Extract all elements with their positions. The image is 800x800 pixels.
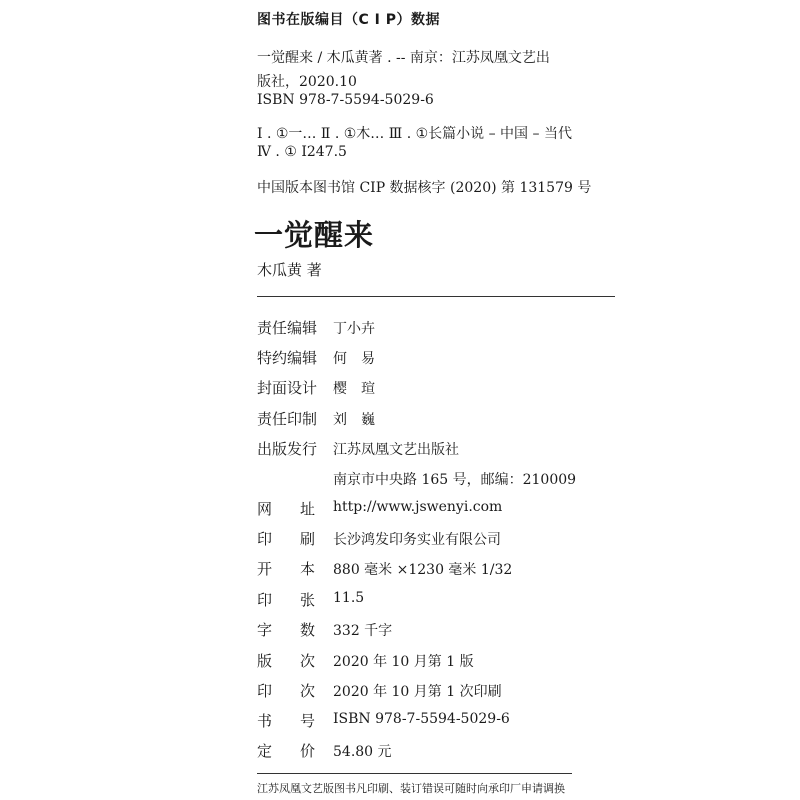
spec-value-word-count: 332 千字 <box>333 623 393 639</box>
book-author: 木瓜黄 著 <box>257 261 322 279</box>
footer-divider <box>257 773 572 774</box>
spec-label-word-count: 字 数 <box>257 621 315 639</box>
credit-label-special-editor: 特约编辑 <box>257 349 318 367</box>
spec-label-price: 定 价 <box>257 742 315 760</box>
credit-label-publisher: 出版发行 <box>257 440 318 458</box>
spec-label-isbn: 书 号 <box>257 712 315 730</box>
spec-label-sheets: 印 张 <box>257 591 315 609</box>
cip-classification-line: Ⅳ . ① I247.5 <box>257 144 347 160</box>
spec-value-format: 880 毫米 ×1230 毫米 1/32 <box>333 562 513 578</box>
credit-label-cover-design: 封面设计 <box>257 379 318 397</box>
credit-value-cover-design: 樱 瑄 <box>333 381 375 397</box>
credit-value-editor: 丁小卉 <box>333 321 375 337</box>
spec-value-isbn: ISBN 978-7-5594-5029-6 <box>333 711 510 727</box>
spec-value-printer: 长沙鸿发印务实业有限公司 <box>333 532 501 548</box>
book-title: 一觉醒来 <box>254 218 375 252</box>
spec-value-price: 54.80 元 <box>333 744 392 760</box>
spec-label-edition: 版 次 <box>257 652 315 670</box>
spec-value-edition: 2020 年 10 月第 1 版 <box>333 654 474 670</box>
credit-value-print-manager: 刘 巍 <box>333 412 375 428</box>
credit-value-special-editor: 何 易 <box>333 351 375 367</box>
spec-label-website: 网 址 <box>257 500 315 518</box>
credit-label-editor: 责任编辑 <box>257 319 318 337</box>
spec-value-printing: 2020 年 10 月第 1 次印刷 <box>333 684 502 700</box>
cip-heading: 图书在版编目（C I P）数据 <box>257 12 440 28</box>
footer-note: 江苏凤凰文艺版图书凡印刷、装订错误可随时向承印厂申请调换 <box>257 782 565 795</box>
spec-value-website[interactable]: http://www.jswenyi.com <box>333 499 503 515</box>
cip-subject-line: Ⅰ . ①一… Ⅱ . ①木… Ⅲ . ①长篇小说 – 中国 – 当代 <box>257 126 572 142</box>
cip-record-number: 中国版本图书馆 CIP 数据核字 (2020) 第 131579 号 <box>257 180 592 196</box>
publisher-address: 南京市中央路 165 号，邮编：210009 <box>333 472 577 488</box>
section-divider <box>257 296 615 297</box>
spec-label-printer: 印 刷 <box>257 530 315 548</box>
credit-value-publisher: 江苏凤凰文艺出版社 <box>333 442 459 458</box>
credit-label-print-manager: 责任印制 <box>257 410 318 428</box>
spec-label-format: 开 本 <box>257 560 315 578</box>
cip-publisher-line: 版社，2020.10 <box>257 74 357 90</box>
cip-title-line: 一觉醒来 / 木瓜黄著 . -- 南京：江苏凤凰文艺出 <box>257 50 550 66</box>
cip-isbn-line: ISBN 978-7-5594-5029-6 <box>257 92 434 108</box>
spec-value-sheets: 11.5 <box>333 590 365 606</box>
spec-label-printing: 印 次 <box>257 682 315 700</box>
